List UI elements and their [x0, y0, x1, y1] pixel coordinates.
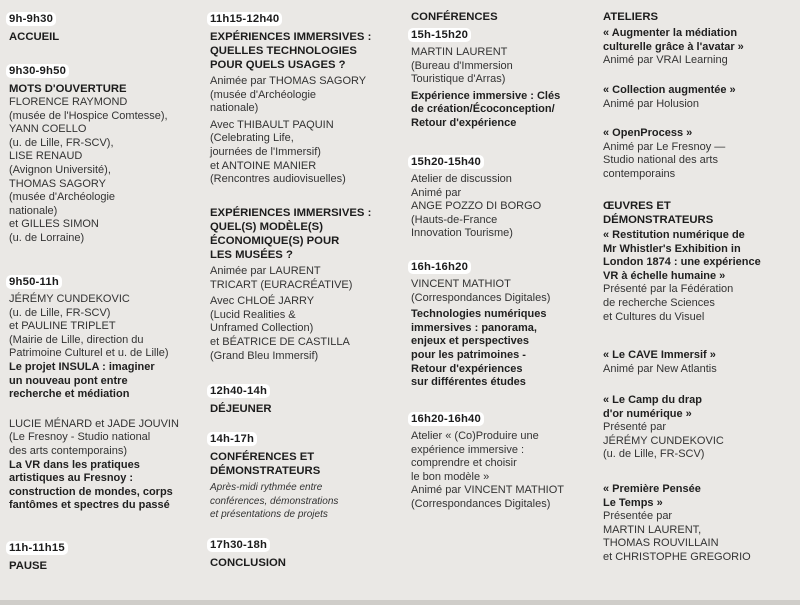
session-pause	[6, 538, 202, 573]
session-modeles-economiques	[207, 206, 403, 363]
section-heading: ATELIERS	[603, 11, 659, 23]
section-heading-oeuvres: ŒUVRES ET DÉMONSTRATEURS	[603, 200, 714, 226]
time-badge: 16h-16h20	[408, 260, 471, 274]
speakers-list: FLORENCE RAYMOND (musée de l'Hospice Comtesse), YANN COELLO (u. de Lille, FR-SCV), LISE RENAUD (Avignon Université), THOMAS SAGORY (musée d'Archéologie nationale) et GILLES SIMON (u. de Lorraine)	[9, 96, 168, 244]
conference-15h	[408, 25, 598, 131]
time-badge: 12h40-14h	[207, 384, 270, 398]
session-11h15	[207, 9, 403, 187]
conference-16h	[408, 257, 598, 390]
talk-title-2: La VR dans les pratiques artistiques au Fresnoy : construction de mondes, corps fantômes et spectres du passé	[9, 458, 173, 512]
atelier-host: Animé par Le Fresnoy — Studio national des arts contemporains	[603, 140, 726, 180]
oeuvre-presenter: Présentée par MARTIN LAURENT, THOMAS ROUVILLAIN et CHRISTOPHE GREGORIO	[603, 510, 751, 563]
oeuvre-premiere-pensee	[600, 483, 798, 565]
session-conclusion	[207, 535, 403, 570]
session-title: PAUSE	[9, 560, 48, 572]
speakers-list-2: LUCIE MÉNARD et JADE JOUVIN (Le Fresnoy - Studio national des arts contemporains)	[9, 417, 179, 457]
atelier-openprocess	[600, 127, 798, 181]
atelier-collection	[600, 84, 798, 111]
session-mots-ouverture	[6, 61, 202, 246]
session-14h	[207, 429, 403, 522]
time-badge: 11h15-12h40	[207, 12, 282, 26]
atelier-title: « Collection augmentée »	[603, 84, 736, 96]
oeuvre-whistler	[600, 229, 798, 324]
time-badge: 16h20-16h40	[408, 412, 484, 426]
bottom-divider	[0, 600, 800, 605]
oeuvre-camp-drap-dor	[600, 394, 798, 462]
oeuvre-title: « Le Camp du drap d'or numérique »	[603, 394, 703, 420]
workshop-info: Atelier de discussion Animé par ANGE POZZO DI BORGO (Hauts-de-France Innovation Tourisme)	[411, 173, 542, 240]
time-badge: 14h-17h	[207, 432, 257, 446]
atelier-host: Animé par Holusion	[603, 97, 699, 110]
speaker: MARTIN LAURENT (Bureau d'Immersion Touristique d'Arras)	[411, 46, 513, 86]
talk-title: Le projet INSULA : imaginer un nouveau pont entre recherche et médiation	[9, 360, 155, 401]
oeuvre-presenter: Présenté par la Fédération de recherche Sciences et Cultures du Visuel	[603, 283, 734, 323]
moderator: Animée par THOMAS SAGORY (musée d'Archéologie nationale)	[210, 75, 367, 115]
oeuvre-presenter: Présenté par JÉRÉMY CUNDEKOVIC (u. de Lille, FR-SCV)	[603, 421, 724, 461]
session-dejeuner	[207, 381, 403, 416]
oeuvre-title: « Le CAVE Immersif »	[603, 349, 716, 361]
time-badge: 17h30-18h	[207, 538, 270, 552]
session-accueil	[6, 9, 202, 44]
session-title: CONFÉRENCES ET DÉMONSTRATEURS	[210, 451, 321, 477]
session-title: EXPÉRIENCES IMMERSIVES : QUEL(S) MODÈLE(S) ÉCONOMIQUE(S) POUR LES MUSÉES ?	[210, 207, 372, 261]
time-badge: 11h-11h15	[6, 541, 68, 555]
workshop-info: Atelier « (Co)Produire une expérience immersive : comprendre et choisir le bon modèle » Animé par VINCENT MATHIOT (Correspondances Digitales)	[411, 430, 565, 510]
session-9h50	[6, 272, 202, 513]
speakers-list: JÉRÉMY CUNDEKOVIC (u. de Lille, FR-SCV) et PAULINE TRIPLET (Mairie de Lille, direction du Patrimoine Culturel et u. de Lille)	[9, 293, 169, 360]
time-badge: 15h20-15h40	[408, 155, 484, 169]
speakers-list: Avec THIBAULT PAQUIN (Celebrating Life, journées de l'Immersif) et ANTOINE MANIER (Rencontres audiovisuelles)	[210, 118, 346, 186]
section-heading: CONFÉRENCES	[411, 11, 498, 23]
time-badge: 15h-15h20	[408, 28, 471, 42]
atelier-avatar	[600, 27, 798, 68]
oeuvre-cave	[600, 349, 798, 376]
atelier-title: « OpenProcess »	[603, 127, 693, 139]
session-title: MOTS D'OUVERTURE	[9, 83, 127, 95]
talk-title: Technologies numériques immersives : panorama, enjeux et perspectives pour les patrimoines - Retour d'expériences sur différentes études	[411, 308, 547, 389]
session-title: ACCUEIL	[9, 31, 60, 43]
conference-15h20	[408, 152, 598, 241]
moderator: Animée par LAURENT TRICART (EURACRÉATIVE)	[210, 265, 353, 291]
time-badge: 9h-9h30	[6, 12, 56, 26]
speakers-list: Avec CHLOÉ JARRY (Lucid Realities & Unframed Collection) et BÉATRICE DE CASTILLA (Grand Bleu Immersif)	[210, 295, 350, 362]
oeuvre-title: « Restitution numérique de Mr Whistler's Exhibition in London 1874 : une expérience VR à échelle humaine »	[603, 229, 761, 282]
time-badge: 9h50-11h	[6, 275, 62, 289]
conference-16h20	[408, 409, 598, 512]
oeuvre-presenter: Animé par New Atlantis	[603, 362, 717, 375]
session-description: Après-midi rythmée entre conférences, démonstrations et présentations de projets	[210, 482, 339, 520]
atelier-title: « Augmenter la médiation culturelle grâce à l'avatar »	[603, 27, 744, 53]
time-badge: 9h30-9h50	[6, 64, 69, 78]
atelier-host: Animé par VRAI Learning	[603, 54, 728, 67]
speaker: VINCENT MATHIOT (Correspondances Digitales)	[411, 278, 551, 304]
session-title: EXPÉRIENCES IMMERSIVES : QUELLES TECHNOLOGIES POUR QUELS USAGES ?	[210, 31, 372, 71]
talk-title: Expérience immersive : Clés de création/Écoconception/ Retour d'expérience	[411, 89, 561, 129]
session-title: DÉJEUNER	[210, 403, 272, 415]
session-title: CONCLUSION	[210, 557, 286, 569]
oeuvre-title: « Première Pensée Le Temps »	[603, 483, 701, 509]
